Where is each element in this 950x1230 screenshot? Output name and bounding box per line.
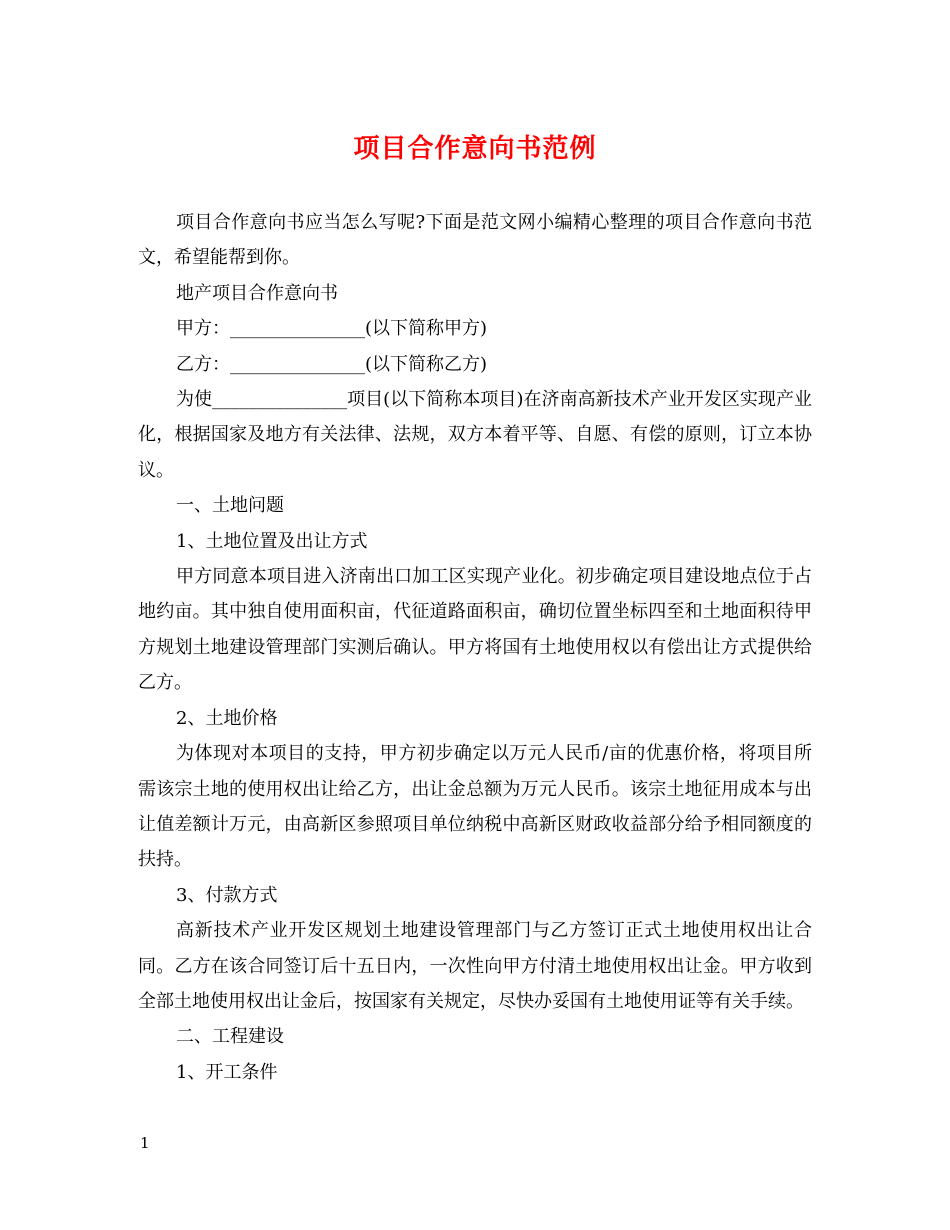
paragraph-party-a: 甲方：_______________(以下简称甲方) — [176, 318, 488, 340]
paragraph-party-b: 乙方：_______________(以下简称乙方) — [176, 353, 488, 375]
document-title: 项目合作意向书范例 — [353, 134, 597, 164]
section-heading-construction: 二、工程建设 — [176, 1026, 284, 1048]
section-heading-land: 一、土地问题 — [176, 495, 284, 517]
paragraph-payment: 高新技术产业开发区规划土地建设管理部门与乙方签订正式土地使用权出让合同。乙方在该合同签订后十五日内，一次性向甲方付清土地使用权出让金。甲方收到全部土地使用权出让金后，按国家有关规定，尽快办妥国有土地使用证等有关手续。 — [138, 920, 812, 1012]
paragraph-land-location: 甲方同意本项目进入济南出口加工区实现产业化。初步确定项目建设地点位于占地约亩。其中独自使用面积亩，代征道路面积亩，确切位置坐标四至和土地面积待甲方规划土地建设管理部门实测后确认。甲方将国有土地使用权以有偿出让方式提供给乙方。 — [138, 566, 812, 694]
document-body — [138, 205, 812, 1090]
subheading-payment: 3、付款方式 — [176, 884, 278, 906]
subheading-start-conditions: 1、开工条件 — [176, 1061, 278, 1083]
paragraph-purpose: 为使_______________项目(以下简称本项目)在济南高新技术产业开发区实现产业化，根据国家及地方有关法律、法规，双方本着平等、自愿、有偿的原则，订立本协议。 — [138, 389, 812, 481]
subheading-land-price: 2、土地价格 — [176, 707, 278, 729]
paragraph-land-price: 为体现对本项目的支持，甲方初步确定以万元人民币/亩的优惠价格，将项目所需该宗土地的使用权出让给乙方，出让金总额为万元人民币。该宗土地征用成本与出让值差额计万元，由高新区参照项目单位纳税中高新区财政收益部分给予相同额度的扶持。 — [138, 743, 812, 871]
paragraph-intro: 项目合作意向书应当怎么写呢?下面是范文网小编精心整理的项目合作意向书范文，希望能帮到你。 — [138, 212, 812, 269]
paragraph-heading-agreement: 地产项目合作意向书 — [176, 282, 338, 304]
subheading-land-location: 1、土地位置及出让方式 — [176, 530, 368, 552]
page-number: 1 — [140, 1134, 150, 1152]
